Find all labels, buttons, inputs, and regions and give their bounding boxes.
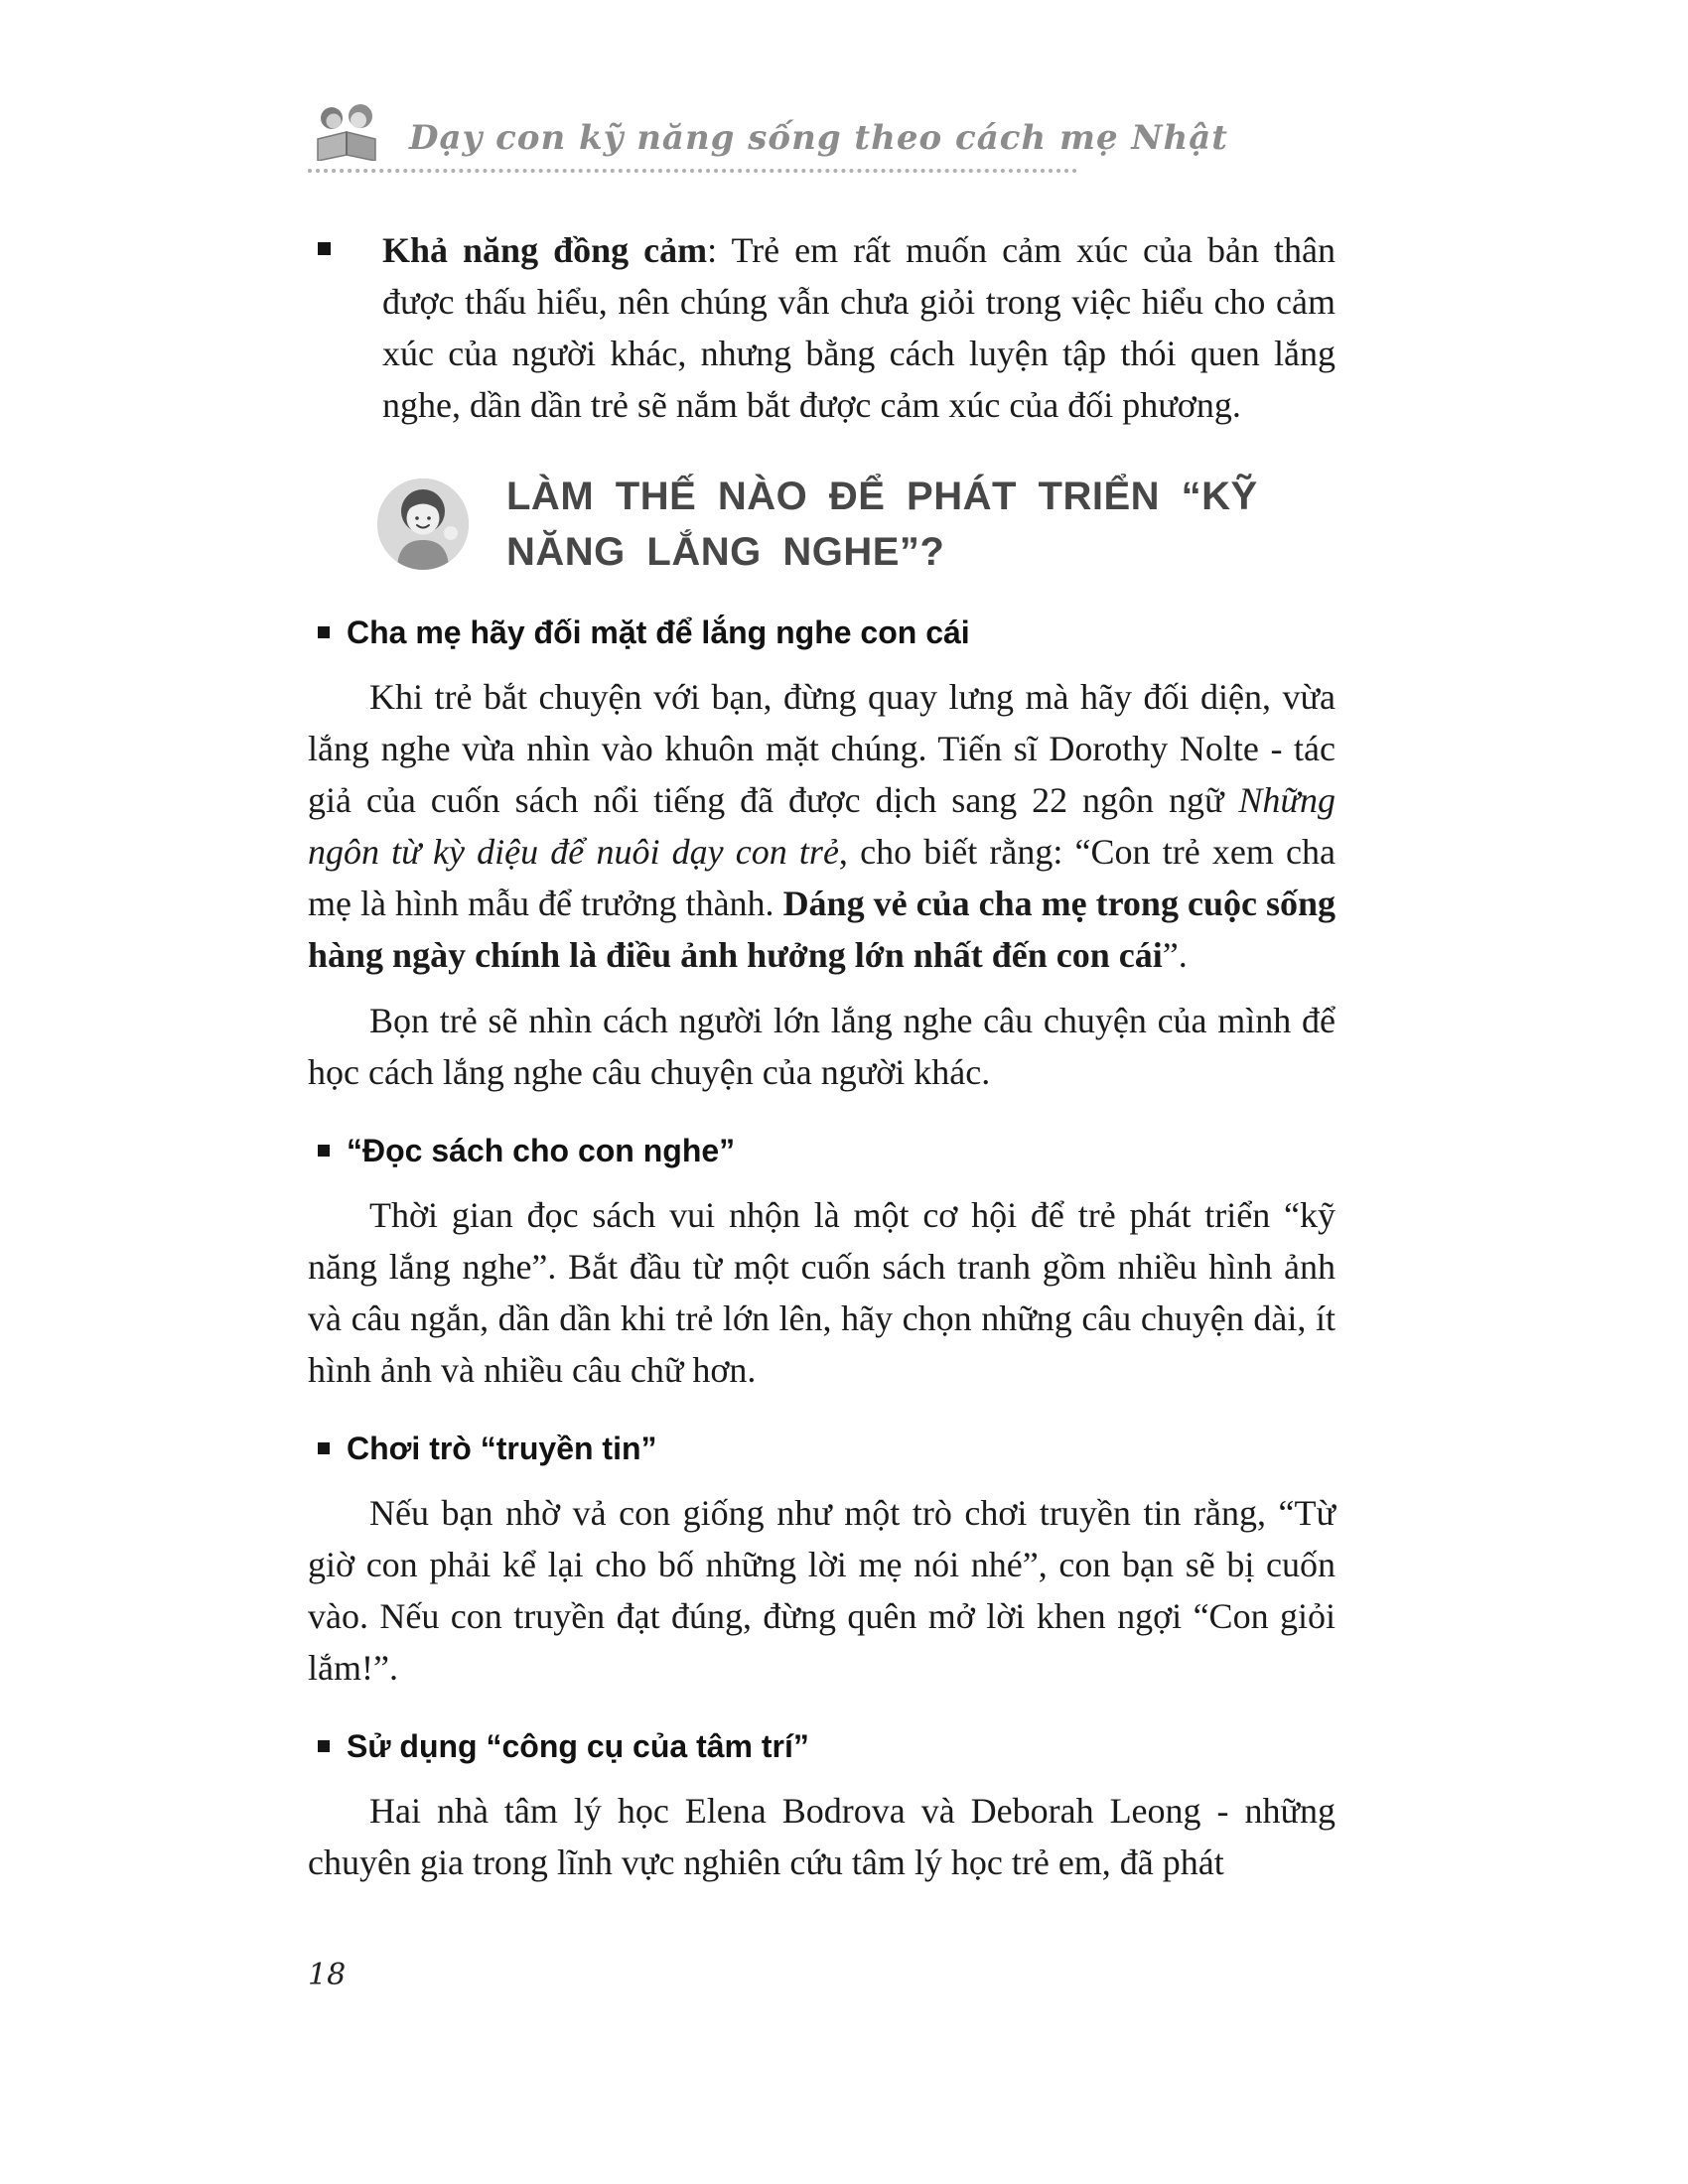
section-title: LÀM THẾ NÀO ĐỂ PHÁT TRIỂN “KỸ NĂNG LẮNG NGHE”?: [506, 475, 1258, 574]
subsection-heading-label: Chơi trò “truyền tin”: [347, 1431, 657, 1466]
empathy-bullet-item: [308, 224, 1336, 431]
paragraph: Hai nhà tâm lý học Elena Bodrova và Deborah Leong - những chuyên gia trong lĩnh vực nghiên cứu tâm lý học trẻ em, đã phát: [308, 1791, 1336, 1882]
subsection-heading-read-books: [318, 1132, 1336, 1169]
subsection-heading-face-to-face: [318, 614, 1336, 651]
section-heading-block: [377, 469, 1336, 580]
header-divider: [308, 169, 1077, 173]
square-bullet-icon: [318, 242, 331, 255]
paragraph-empathy: Khả năng đồng cảm: Trẻ em rất muốn cảm xúc của bản thân được thấu hiểu, nên chúng vẫn chưa giỏi trong việc hiểu cho cảm xúc của người khác, nhưng bằng cách luyện tập thói quen lắng nghe, dần dần trẻ sẽ nắm bắt được cảm xúc của đối phương.: [382, 230, 1336, 425]
paragraph: Bọn trẻ sẽ nhìn cách người lớn lắng nghe câu chuyện của mình để học cách lắng nghe câu chuyện của người khác.: [308, 1001, 1336, 1092]
square-bullet-icon: [318, 626, 330, 638]
subsection-heading-label: “Đọc sách cho con nghe”: [347, 1133, 736, 1168]
children-reading-icon: [308, 103, 387, 161]
square-bullet-icon: [318, 1442, 330, 1454]
running-header: [308, 0, 1336, 161]
paragraph: Thời gian đọc sách vui nhộn là một cơ hội để trẻ phát triển “kỹ năng lắng nghe”. Bắt đầu từ một cuốn sách tranh gồm nhiều hình ảnh và câu ngắn, dần dần khi trẻ lớn lên, hãy chọn những câu chuyện dài, ít hình ảnh và nhiều câu chữ hơn.: [308, 1195, 1336, 1390]
subsection-heading-label: Sử dụng “công cụ của tâm trí”: [347, 1728, 809, 1764]
subsection-heading-label: Cha mẹ hãy đối mặt để lắng nghe con cái: [347, 614, 970, 650]
subsection-heading-message-game: [318, 1430, 1336, 1467]
square-bullet-icon: [318, 1145, 330, 1157]
paragraph: Nếu bạn nhờ vả con giống như một trò chơi truyền tin rằng, “Từ giờ con phải kể lại cho bố những lời mẹ nói nhé”, con bạn sẽ bị cuốn vào. Nếu con truyền đạt đúng, đừng quên mở lời khen ngợi “Con giỏi lắm!”.: [308, 1493, 1336, 1688]
subsection-heading-tools-of-mind: [318, 1727, 1336, 1765]
paragraph: Khi trẻ bắt chuyện với bạn, đừng quay lưng mà hãy đối diện, vừa lắng nghe vừa nhìn vào khuôn mặt chúng. Tiến sĩ Dorothy Nolte - tác giả của cuốn sách nổi tiếng đã được dịch sang 22 ngôn ngữ Những ngôn từ kỳ diệu để nuôi dạy con trẻ, cho biết rằng: “Con trẻ xem cha mẹ là hình mẫu để trưởng thành. Dáng vẻ của cha mẹ trong cuộc sống hàng ngày chính là điều ảnh hưởng lớn nhất đến con cái”.: [308, 677, 1336, 975]
page-content: [308, 0, 1336, 1902]
running-header-title: Dạy con kỹ năng sống theo cách mẹ Nhật: [409, 118, 1228, 159]
square-bullet-icon: [318, 1740, 330, 1752]
page-number: 18: [308, 1958, 347, 1992]
child-avatar-icon: [377, 478, 469, 570]
